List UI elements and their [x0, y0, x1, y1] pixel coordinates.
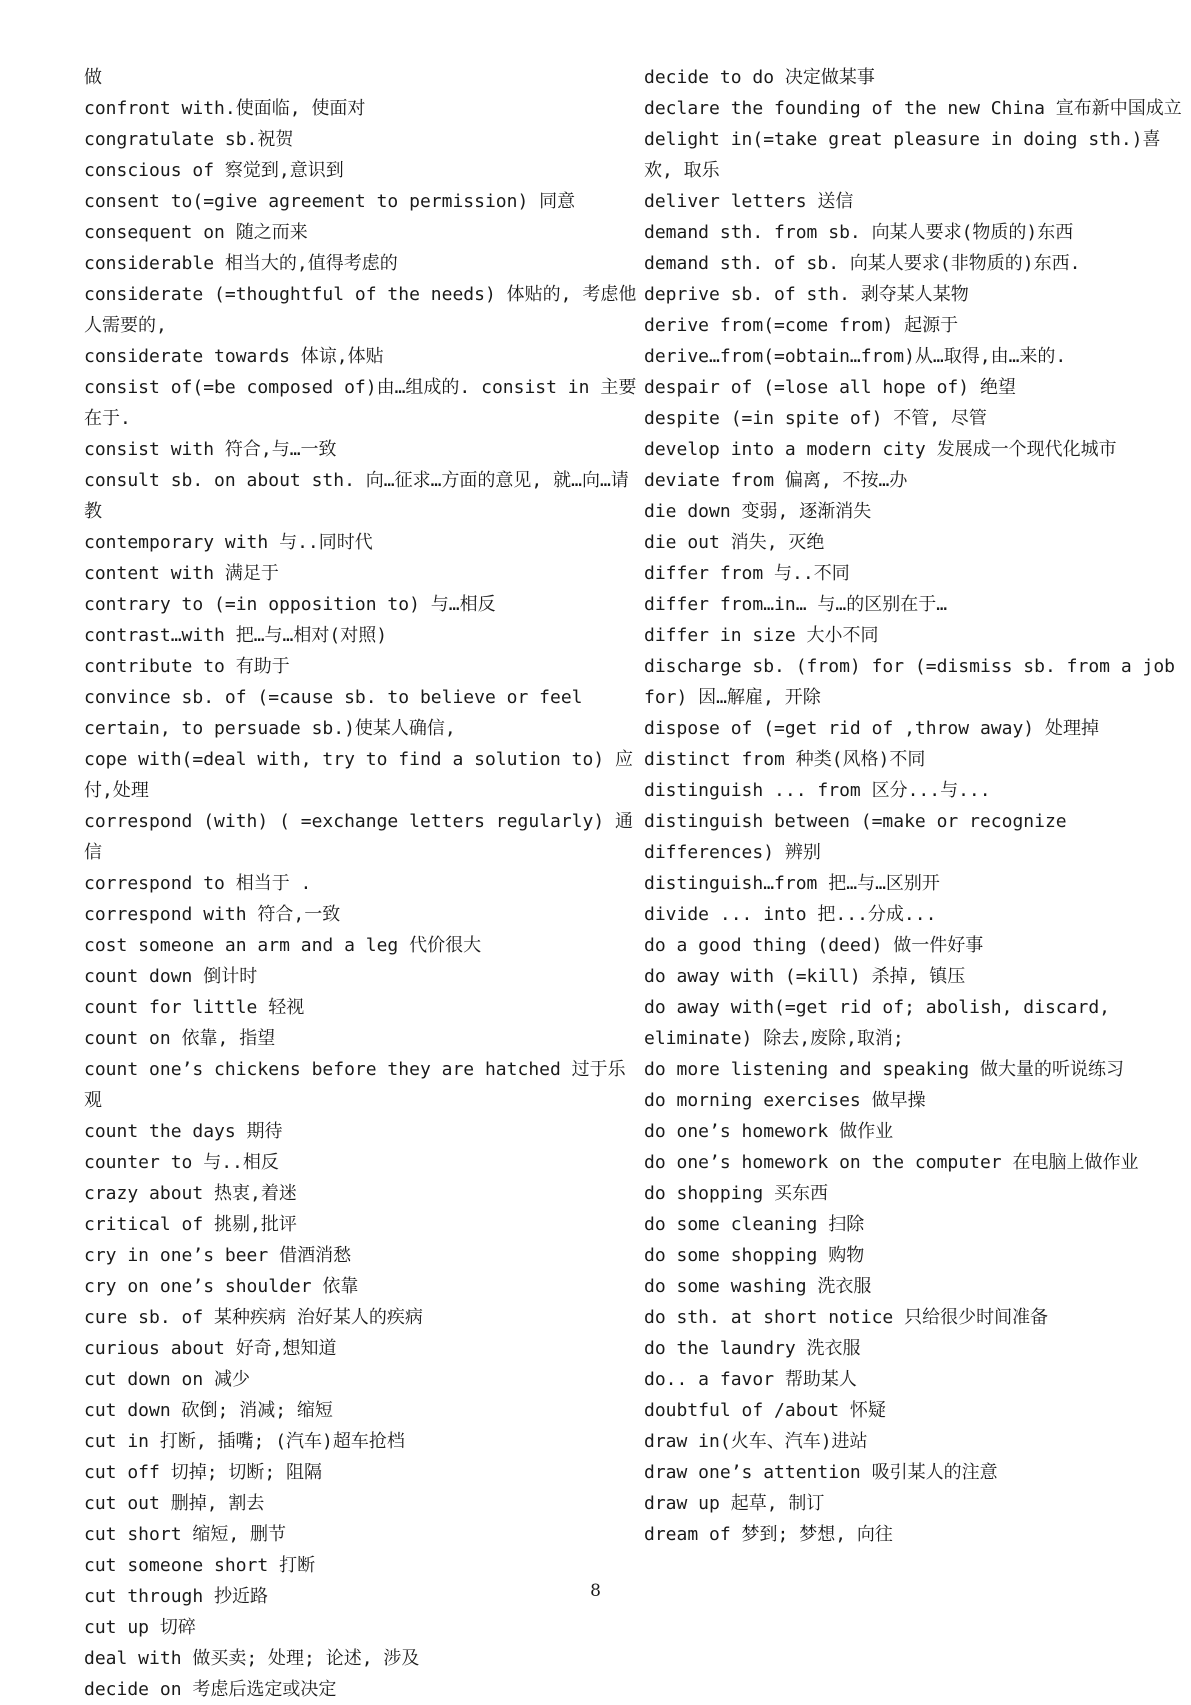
- vocab-entry: die down 变弱, 逐渐消失: [644, 501, 872, 522]
- vocab-entry: doubtful of /about 怀疑: [644, 1400, 886, 1421]
- vocab-entry: correspond with 符合,一致: [84, 904, 341, 925]
- vocab-entry: 做: [84, 67, 102, 88]
- vocab-entry: considerate towards 体谅,体贴: [84, 346, 384, 367]
- page-number: 8: [590, 1581, 601, 1601]
- vocab-entry: cope with(=deal with, try to find a solution to) 应付,处理: [84, 749, 634, 801]
- vocab-entry: content with 满足于: [84, 563, 279, 584]
- vocab-entry: demand sth. from sb. 向某人要求(物质的)东西: [644, 222, 1074, 243]
- vocab-entry: cut down on 减少: [84, 1369, 251, 1390]
- vocab-entry: consist of(=be composed of)由…组成的. consist in 主要在于.: [84, 377, 637, 429]
- vocab-entry: demand sth. of sb. 向某人要求(非物质的)东西.: [644, 253, 1081, 274]
- vocab-entry: cut in 打断, 插嘴; (汽车)超车抢档: [84, 1431, 405, 1452]
- vocab-entry: cut down 砍倒; 消减; 缩短: [84, 1400, 333, 1421]
- vocab-entry: convince sb. of (=cause sb. to believe or feel certain, to persuade sb.)使某人确信,: [84, 687, 583, 739]
- vocab-entry: do.. a favor 帮助某人: [644, 1369, 857, 1390]
- vocab-entry: declare the founding of the new China 宣布新中国成立: [644, 98, 1182, 119]
- vocab-entry: cry in one’s beer 借酒消愁: [84, 1245, 352, 1266]
- vocab-entry: deal with 做买卖; 处理; 论述, 涉及: [84, 1648, 420, 1669]
- vocab-entry: draw one’s attention 吸引某人的注意: [644, 1462, 998, 1483]
- vocab-entry: do away with(=get rid of; abolish, discard, eliminate) 除去,废除,取消;: [644, 997, 1110, 1049]
- vocab-entry: discharge sb. (from) for (=dismiss sb. from a job for) 因…解雇, 开除: [644, 656, 1176, 708]
- vocab-entry: do the laundry 洗衣服: [644, 1338, 861, 1359]
- vocab-entry: contrast…with 把…与…相对(对照): [84, 625, 388, 646]
- vocab-entry: develop into a modern city 发展成一个现代化城市: [644, 439, 1117, 460]
- vocab-entry: despite (=in spite of) 不管, 尽管: [644, 408, 987, 429]
- vocab-entry: distinguish ... from 区分...与...: [644, 780, 991, 801]
- vocab-entry: cut short 缩短, 删节: [84, 1524, 287, 1545]
- vocab-entry: decide on 考虑后选定或决定: [84, 1679, 337, 1700]
- vocab-entry: distinguish…from 把…与…区别开: [644, 873, 940, 894]
- vocab-entry: divide ... into 把...分成...: [644, 904, 937, 925]
- vocab-entry: deprive sb. of sth. 剥夺某人某物: [644, 284, 969, 305]
- vocab-entry: distinguish between (=make or recognize differences) 辨别: [644, 811, 1067, 863]
- vocab-entry: correspond (with) ( =exchange letters regularly) 通信: [84, 811, 634, 863]
- vocab-entry: differ in size 大小不同: [644, 625, 879, 646]
- vocab-entry: cut up 切碎: [84, 1617, 196, 1638]
- vocab-entry: confront with.使面临, 使面对: [84, 98, 366, 119]
- left-column: [84, 62, 640, 1705]
- vocab-entry: delight in(=take great pleasure in doing sth.)喜欢, 取乐: [644, 129, 1161, 181]
- vocab-entry: do some washing 洗衣服: [644, 1276, 872, 1297]
- vocab-entry: cut through 抄近路: [84, 1586, 269, 1607]
- vocab-entry: do more listening and speaking 做大量的听说练习: [644, 1059, 1124, 1080]
- vocab-entry: do sth. at short notice 只给很少时间准备: [644, 1307, 1049, 1328]
- vocab-entry: do shopping 买东西: [644, 1183, 829, 1204]
- vocab-entry: considerable 相当大的,值得考虑的: [84, 253, 398, 274]
- vocab-entry: draw in(火车、汽车)进站: [644, 1431, 868, 1452]
- vocab-entry: do some shopping 购物: [644, 1245, 865, 1266]
- vocab-entry: cure sb. of 某种疾病 治好某人的疾病: [84, 1307, 423, 1328]
- vocab-entry: differ from…in… 与…的区别在于…: [644, 594, 948, 615]
- vocab-entry: derive from(=come from) 起源于: [644, 315, 959, 336]
- vocab-entry: consent to(=give agreement to permission) 同意: [84, 191, 576, 212]
- vocab-entry: do away with (=kill) 杀掉, 镇压: [644, 966, 966, 987]
- vocab-entry: critical of 挑剔,批评: [84, 1214, 297, 1235]
- vocab-entry: contrary to (=in opposition to) 与…相反: [84, 594, 496, 615]
- vocab-entry: consist with 符合,与…一致: [84, 439, 337, 460]
- vocab-entry: do one’s homework on the computer 在电脑上做作业: [644, 1152, 1139, 1173]
- vocab-entry: cut out 删掉, 割去: [84, 1493, 265, 1514]
- vocab-entry: derive…from(=obtain…from)从…取得,由…来的.: [644, 346, 1067, 367]
- vocab-entry: cut someone short 打断: [84, 1555, 316, 1576]
- vocab-entry: contribute to 有助于: [84, 656, 290, 677]
- vocab-entry: dispose of (=get rid of ,throw away) 处理掉: [644, 718, 1099, 739]
- vocab-entry: considerate (=thoughtful of the needs) 体贴的, 考虑他人需要的,: [84, 284, 637, 336]
- vocab-entry: cut off 切掉; 切断; 阻隔: [84, 1462, 323, 1483]
- vocab-entry: die out 消失, 灭绝: [644, 532, 825, 553]
- vocab-entry: consequent on 随之而来: [84, 222, 308, 243]
- vocab-entry: deliver letters 送信: [644, 191, 854, 212]
- vocab-entry: counter to 与..相反: [84, 1152, 279, 1173]
- vocab-entry: draw up 起草, 制订: [644, 1493, 825, 1514]
- vocab-entry: do one’s homework 做作业: [644, 1121, 894, 1142]
- vocab-entry: decide to do 决定做某事: [644, 67, 875, 88]
- vocab-entry: congratulate sb.祝贺: [84, 129, 294, 150]
- vocab-entry: do morning exercises 做早操: [644, 1090, 926, 1111]
- vocab-entry: despair of (=lose all hope of) 绝望: [644, 377, 1016, 398]
- right-column: [644, 62, 1184, 1550]
- vocab-entry: distinct from 种类(风格)不同: [644, 749, 926, 770]
- vocab-entry: deviate from 偏离, 不按…办: [644, 470, 908, 491]
- vocab-entry: cost someone an arm and a leg 代价很大: [84, 935, 482, 956]
- vocab-entry: consult sb. on about sth. 向…征求…方面的意见, 就…向…请教: [84, 470, 629, 522]
- vocab-entry: count the days 期待: [84, 1121, 283, 1142]
- vocab-entry: correspond to 相当于 .: [84, 873, 312, 894]
- vocab-entry: cry on one’s shoulder 依靠: [84, 1276, 359, 1297]
- vocab-entry: do some cleaning 扫除: [644, 1214, 865, 1235]
- vocab-entry: count one’s chickens before they are hatched 过于乐观: [84, 1059, 626, 1111]
- vocab-entry: crazy about 热衷,着迷: [84, 1183, 297, 1204]
- vocab-entry: count for little 轻视: [84, 997, 305, 1018]
- vocab-entry: count on 依靠, 指望: [84, 1028, 276, 1049]
- vocab-entry: contemporary with 与..同时代: [84, 532, 373, 553]
- vocab-entry: conscious of 察觉到,意识到: [84, 160, 344, 181]
- vocab-entry: curious about 好奇,想知道: [84, 1338, 337, 1359]
- vocab-entry: count down 倒计时: [84, 966, 258, 987]
- vocab-entry: do a good thing (deed) 做一件好事: [644, 935, 984, 956]
- vocab-entry: dream of 梦到; 梦想, 向往: [644, 1524, 893, 1545]
- vocab-entry: differ from 与..不同: [644, 563, 850, 584]
